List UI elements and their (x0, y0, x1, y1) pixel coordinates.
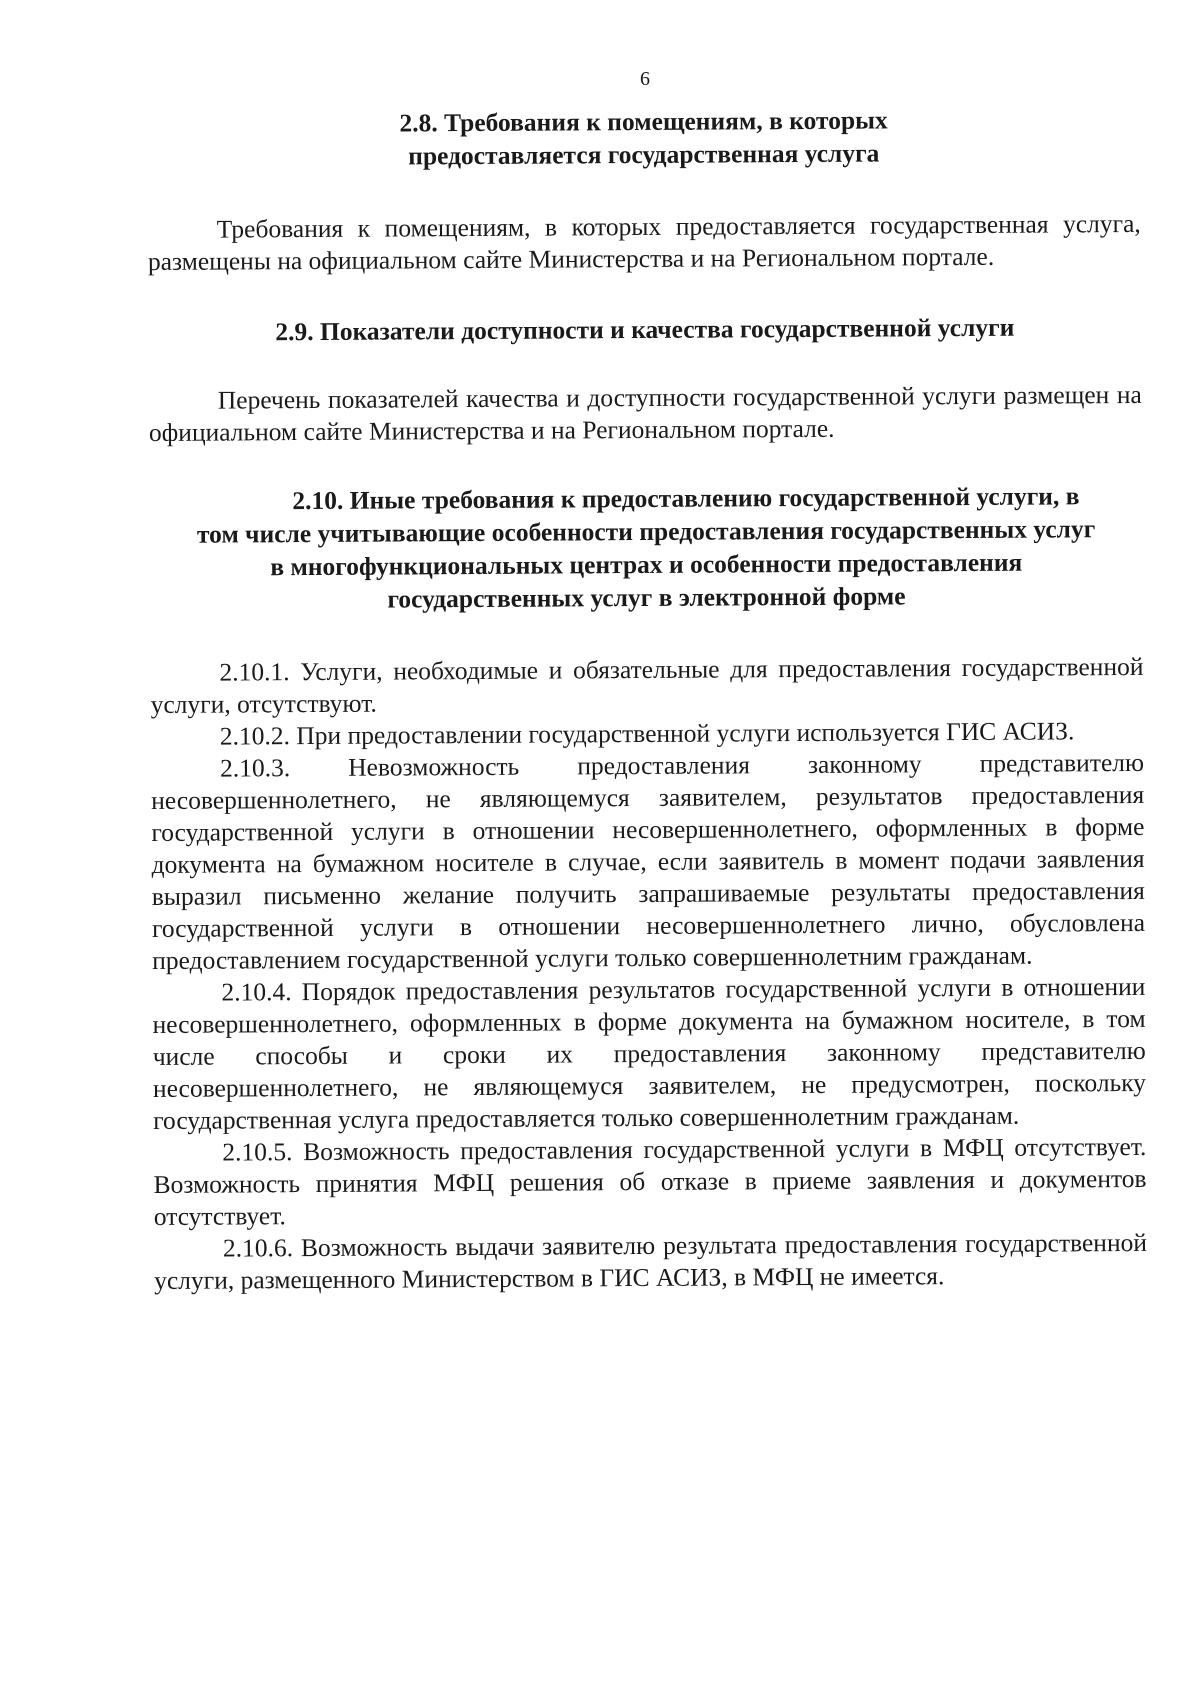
section-2-10-heading-line-4: государственных услуг в электронной форме (387, 581, 906, 614)
section-2-10-heading-line-3: в многофункциональных центрах и особенности предоставления (270, 547, 1023, 582)
section-2-9-paragraph: Перечень показателей качества и доступности государственной услуги размещен на официальном сайте Министерства и на Региональном портале. (148, 379, 1142, 447)
clause-2-10-2: 2.10.2. При предоставлении государственной услуги используется ГИС АСИЗ. (219, 716, 1075, 751)
page-number: 6 (640, 68, 650, 90)
document-body (147, 102, 1147, 1297)
clause-2-10-3: 2.10.3. Невозможность предоставления законному представителю несовершеннолетнего, не являющемуся заявителем, результатов предоставления государственной услуги в отношении несовершеннолетнего, оформленных в форме документа на бумажном носителе в случае, если заявитель в момент подачи заявления выразил письменно желание получить запрашиваемые результаты предоставления государственной услуги в отношении несовершеннолетнего лично, обусловлена предоставлением государственной услуги только совершеннолетним гражданам. (151, 747, 1146, 975)
section-2-10-heading-line-2: том числе учитывающие особенности предоставления государственных услуг (196, 514, 1096, 549)
section-2-10-clauses (150, 651, 1147, 1297)
clause-2-10-1: 2.10.1. Услуги, необходимые и обязательные для предоставления государственной услуги, отсутствуют. (150, 651, 1144, 719)
section-2-8-heading-line-2: предоставляется государственная услуга (408, 138, 880, 171)
section-2-9-heading: 2.9. Показатели доступности и качества государственной услуги (275, 312, 1015, 347)
section-2-8-heading-line-1: 2.8. Требования к помещениям, в которых (399, 105, 888, 138)
clause-2-10-5: 2.10.5. Возможность предоставления государственной услуги в МФЦ отсутствует. Возможность принятия МФЦ решения об отказе в приеме заявления и документов отсутствует. (153, 1131, 1147, 1231)
section-2-8-heading (147, 102, 1140, 174)
section-2-8-paragraph: Требования к помещениям, в которых предоставляется государственная услуга, размещены на официальном сайте Министерства и на Региональном портале. (147, 208, 1141, 276)
section-2-10-heading-line-1: 2.10. Иные требования к предоставлению государственной услуги, в (292, 481, 1080, 516)
clause-2-10-4: 2.10.4. Порядок предоставления результатов государственной услуги в отношении несовершеннолетнего, оформленных в форме документа на бумажном носителе, в том числе способы и сроки их предоставления законному представителю несовершеннолетнего, не являющемуся заявителем, не предусмотрен, поскольку государственная услуга предоставляется только совершеннолетним гражданам. (152, 971, 1147, 1135)
section-2-10-heading (149, 479, 1143, 617)
clause-2-10-6: 2.10.6. Возможность выдачи заявителю результата предоставления государственной услуги, размещенного Министерством в ГИС АСИЗ, в МФЦ не имеется. (154, 1227, 1148, 1295)
